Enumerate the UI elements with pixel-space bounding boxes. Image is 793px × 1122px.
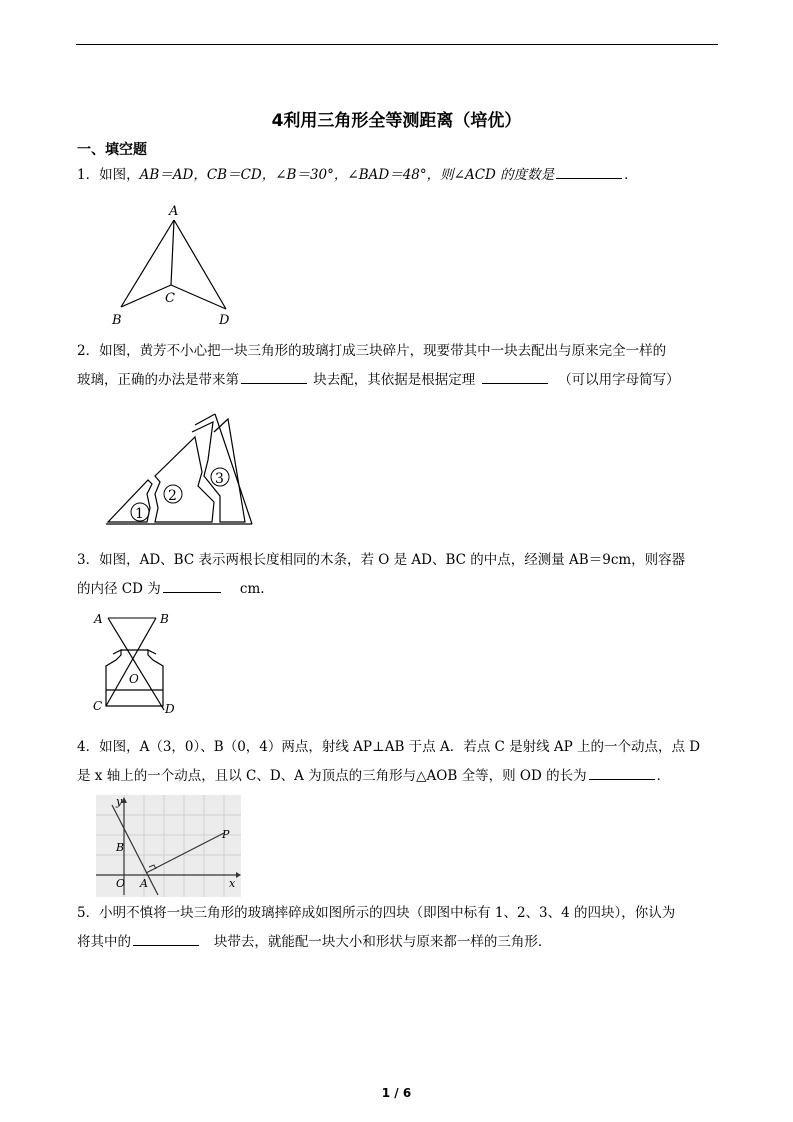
question-number: 4．	[77, 739, 100, 755]
question-text: 将其中的	[77, 934, 131, 950]
answer-blank-2a[interactable]	[241, 367, 307, 384]
piece-label-1: 1	[135, 506, 144, 522]
question-end: ．	[624, 167, 638, 183]
page-number: 1 / 6	[381, 1086, 412, 1100]
figure-q1	[105, 200, 245, 330]
figure-q3	[88, 606, 188, 724]
label-d: D	[165, 702, 175, 716]
question-number: 2．	[77, 343, 100, 359]
label-b: B	[116, 841, 125, 854]
answer-blank-1[interactable]	[556, 162, 622, 179]
label-p: P	[222, 828, 230, 841]
piece-label-2: 2	[168, 488, 177, 504]
question-text: 小明不慎将一块三角形的玻璃摔碎成如图所示的四块（即图中标有 1、2、3、4 的四块），你认为	[99, 905, 676, 921]
label-c: C	[165, 291, 175, 306]
question-text: 是 x 轴上的一个动点，且以 C、D、A 为顶点的三角形与△AOB 全等，则 OD 的长为	[77, 768, 587, 784]
section-heading: 一、填空题	[77, 142, 147, 158]
label-o: O	[116, 877, 126, 890]
question-2	[77, 337, 717, 395]
question-note: （可以用字母简写）	[558, 372, 680, 388]
piece-label-3: 3	[215, 471, 224, 487]
question-text: 块去配，其依据是根据定理	[313, 372, 476, 388]
answer-blank-4[interactable]	[589, 763, 655, 780]
question-end: ．	[656, 768, 671, 784]
figure-q2	[100, 412, 265, 532]
page-title: 4利用三角形全等测距离（培优）	[271, 111, 522, 131]
question-text: 块带去，就能配一块大小和形状与原来都一样的三角形．	[213, 934, 552, 950]
question-4	[77, 733, 717, 791]
label-c: C	[93, 699, 103, 713]
label-b: B	[112, 313, 122, 328]
question-formula: AB＝AD，CB＝CD，∠B＝30°，∠BAD＝48°，则∠ACD 的度数是	[139, 167, 555, 183]
question-number: 3．	[77, 552, 100, 568]
question-text: 如图，	[99, 167, 140, 183]
label-b: B	[160, 612, 169, 626]
axis-label-y: y	[116, 795, 123, 808]
question-text: 玻璃，正确的办法是带来第	[77, 372, 239, 388]
label-a: A	[94, 612, 103, 626]
label-a: A	[169, 204, 179, 219]
question-number: 5．	[77, 905, 100, 921]
header-rule	[76, 44, 718, 45]
question-text: 如图，黄芳不小心把一块三角形的玻璃打成三块碎片，现要带其中一块去配出与原来完全一样的	[99, 343, 667, 359]
question-5	[77, 899, 717, 957]
label-a: A	[140, 877, 148, 890]
question-text: 如图，A（3，0）、B（0，4）两点，射线 AP⊥AB 于点 A．若点 C 是射线 AP 上的一个动点，点 D	[99, 739, 701, 755]
answer-blank-5[interactable]	[133, 929, 199, 946]
question-unit: cm.	[239, 581, 265, 597]
axis-label-x: x	[229, 877, 236, 890]
figure-q4	[96, 795, 241, 897]
answer-blank-2b[interactable]	[482, 367, 548, 384]
label-d: D	[219, 313, 230, 328]
question-1	[77, 161, 717, 190]
answer-blank-3[interactable]	[163, 576, 221, 593]
label-o: O	[129, 672, 139, 686]
question-3	[77, 546, 717, 604]
question-number: 1．	[77, 167, 100, 183]
question-text: 如图，AD、BC 表示两根长度相同的木条，若 O 是 AD、BC 的中点，经测量 AB＝9cm，则容器	[99, 552, 686, 568]
question-text: 的内径 CD 为	[77, 581, 161, 597]
